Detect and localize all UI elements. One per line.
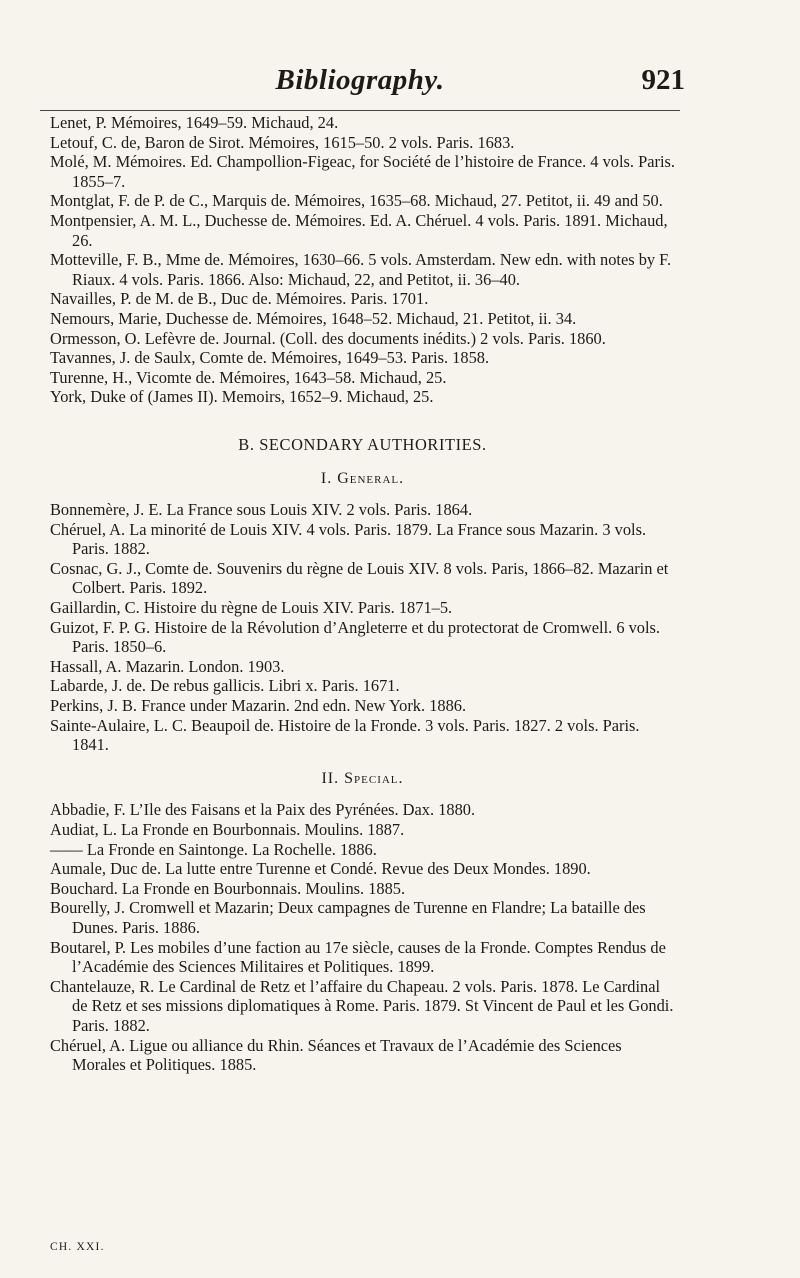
bibliography-entry: Letouf, C. de, Baron de Sirot. Mémoires, 1615–50. 2 vols. Paris. 1683.	[50, 132, 515, 152]
bibliography-entry: Ormesson, O. Lefèvre de. Journal. (Coll. des documents inédits.) 2 vols. Paris. 1860.	[50, 328, 606, 348]
special-heading: II. Special.	[321, 769, 404, 787]
header-rule	[40, 110, 680, 111]
bibliography-entry: Turenne, H., Vicomte de. Mémoires, 1643–58. Michaud, 25.	[50, 367, 447, 387]
bibliography-entry: Perkins, J. B. France under Mazarin. 2nd edn. New York. 1886.	[50, 696, 467, 716]
bibliography-entry: Chéruel, A. La minorité de Louis XIV. 4 vols. Paris. 1879. La France sous Mazarin. 3 vols. Paris. 1882.	[50, 519, 647, 559]
page-header	[40, 64, 685, 104]
bibliography-entry: Bourelly, J. Cromwell et Mazarin; Deux campagnes de Turenne en Flandre; La bataille des Dunes. Paris. 1886.	[50, 898, 646, 937]
bibliography-entry: Sainte-Aulaire, L. C. Beaupoil de. Histoire de la Fronde. 3 vols. Paris. 1827. 2 vols. Paris. 1841.	[50, 715, 640, 755]
bibliography-entry: Gaillardin, C. Histoire du règne de Louis XIV. Paris. 1871–5.	[50, 598, 453, 618]
bibliography-entry: Montpensier, A. M. L., Duchesse de. Mémoires. Ed. A. Chéruel. 4 vols. Paris. 1891. Michaud, 26.	[50, 210, 668, 250]
primary-sources-list	[50, 113, 675, 407]
bibliography-entry: York, Duke of (James II). Memoirs, 1652–9. Michaud, 25.	[50, 387, 434, 407]
bibliography-entry: —— La Fronde en Saintonge. La Rochelle. 1886.	[50, 839, 377, 859]
general-list	[50, 500, 675, 755]
running-title: Bibliography.	[275, 64, 445, 96]
bibliography-entry: Montglat, F. de P. de C., Marquis de. Mémoires, 1635–68. Michaud, 27. Petitot, ii. 49 and 50.	[50, 191, 663, 211]
special-list	[50, 800, 675, 1074]
page-number: 921	[641, 64, 685, 96]
bibliography-entry: Guizot, F. P. G. Histoire de la Révolution d’Angleterre et du protectorat de Cromwell. 6 vols. Paris. 1850–6.	[50, 617, 661, 657]
secondary-authorities-heading: B. SECONDARY AUTHORITIES.	[238, 434, 487, 454]
bibliography-entry: Hassall, A. Mazarin. London. 1903.	[50, 656, 285, 676]
bibliography-entry: Boutarel, P. Les mobiles d’une faction au 17e siècle, causes de la Fronde. Comptes Rendus de l’Académie des Sciences Militaires et Politiques. 1899.	[50, 937, 666, 977]
bibliography-entry: Audiat, L. La Fronde en Bourbonnais. Moulins. 1887.	[50, 820, 405, 839]
bibliography-entry: Aumale, Duc de. La lutte entre Turenne et Condé. Revue des Deux Mondes. 1890.	[50, 859, 591, 879]
bibliography-entry: Bonnemère, J. E. La France sous Louis XIV. 2 vols. Paris. 1864.	[50, 500, 473, 520]
bibliography-entry: Abbadie, F. L’Ile des Faisans et la Paix des Pyrénées. Dax. 1880.	[50, 800, 476, 820]
bibliography-entry: Bouchard. La Fronde en Bourbonnais. Moulins. 1885.	[50, 878, 406, 898]
bibliography-entry: Nemours, Marie, Duchesse de. Mémoires, 1648–52. Michaud, 21. Petitot, ii. 34.	[50, 308, 577, 328]
general-heading: I. General.	[320, 469, 405, 487]
bibliography-entry: Molé, M. Mémoires. Ed. Champollion-Figeac, for Société de l’histoire de France. 4 vols. Paris. 1855–7.	[50, 152, 675, 191]
chapter-signature: CH. XXI.	[50, 1241, 105, 1253]
bibliography-entry: Navailles, P. de M. de B., Duc de. Mémoires. Paris. 1701.	[50, 289, 429, 309]
bibliography-content	[50, 113, 675, 1075]
bibliography-entry: Labarde, J. de. De rebus gallicis. Libri x. Paris. 1671.	[50, 676, 400, 696]
bibliography-entry: Chantelauze, R. Le Cardinal de Retz et l’affaire du Chapeau. 2 vols. Paris. 1878. Le Cardinal de Retz et ses missions diplomatiques à Rome. Paris. 1879. St Vincent de Paul et les Gondi. Paris. 1882.	[50, 976, 674, 1035]
bibliography-entry: Chéruel, A. Ligue ou alliance du Rhin. Séances et Travaux de l’Académie des Sciences Morales et Politiques. 1885.	[50, 1035, 622, 1075]
bibliography-entry: Lenet, P. Mémoires, 1649–59. Michaud, 24.	[50, 113, 339, 132]
bibliography-entry: Tavannes, J. de Saulx, Comte de. Mémoires, 1649–53. Paris. 1858.	[50, 348, 490, 368]
bibliography-entry: Motteville, F. B., Mme de. Mémoires, 1630–66. 5 vols. Amsterdam. New edn. with notes by F. Riaux. 4 vols. Paris. 1866. Also: Michaud, 22, and Petitot, ii. 36–40.	[50, 250, 672, 289]
bibliography-entry: Cosnac, G. J., Comte de. Souvenirs du règne de Louis XIV. 8 vols. Paris, 1866–82. Mazarin et Colbert. Paris. 1892.	[50, 558, 669, 598]
